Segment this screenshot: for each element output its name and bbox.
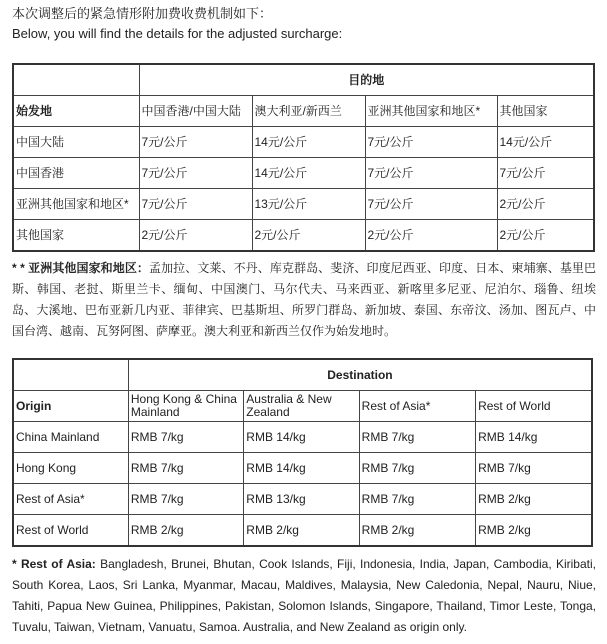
- surcharge-table-cn: [12, 63, 595, 252]
- column-header: Rest of World: [476, 391, 592, 422]
- rate-cell: 2元/公斤: [252, 220, 365, 252]
- rate-cell: RMB 14/kg: [244, 453, 359, 484]
- origin-cell: Rest of Asia*: [13, 484, 128, 515]
- rate-cell: RMB 13/kg: [244, 484, 359, 515]
- rate-cell: RMB 2/kg: [244, 515, 359, 547]
- rate-cell: 14元/公斤: [252, 158, 365, 189]
- rate-cell: 14元/公斤: [252, 127, 365, 158]
- origin-cell: China Mainland: [13, 422, 128, 453]
- surcharge-table-en: [12, 358, 593, 547]
- rate-cell: RMB 2/kg: [476, 484, 592, 515]
- column-header: 其他国家: [497, 96, 594, 127]
- rate-cell: 14元/公斤: [497, 127, 594, 158]
- rate-cell: RMB 14/kg: [476, 422, 592, 453]
- origin-cell: Rest of World: [13, 515, 128, 547]
- column-header: 澳大利亚/新西兰: [252, 96, 365, 127]
- origin-header: 始发地: [13, 96, 139, 127]
- footnote-label: * Rest of Asia:: [12, 557, 96, 571]
- column-header: Rest of Asia*: [359, 391, 475, 422]
- rate-cell: RMB 7/kg: [359, 484, 475, 515]
- rate-cell: RMB 14/kg: [244, 422, 359, 453]
- rate-cell: RMB 7/kg: [128, 422, 243, 453]
- column-header: 中国香港/中国大陆: [139, 96, 252, 127]
- table-row: [13, 515, 592, 547]
- origin-cell: 中国香港: [13, 158, 139, 189]
- destination-header: 目的地: [139, 64, 594, 96]
- table-corner: [13, 359, 128, 391]
- table-row: [13, 158, 594, 189]
- footnote-cn: [12, 258, 596, 342]
- rate-cell: 7元/公斤: [497, 158, 594, 189]
- table-row: [13, 220, 594, 252]
- rate-cell: 2元/公斤: [497, 189, 594, 220]
- rate-cell: 7元/公斤: [365, 189, 497, 220]
- footnote-label: * * 亚洲其他国家和地区：: [12, 261, 150, 275]
- origin-cell: 中国大陆: [13, 127, 139, 158]
- rate-cell: 2元/公斤: [497, 220, 594, 252]
- origin-cell: 亚洲其他国家和地区*: [13, 189, 139, 220]
- footnote-text: Bangladesh, Brunei, Bhutan, Cook Islands, Fiji, Indonesia, India, Japan, Cambodia, Kiribati, South Korea, Laos, Sri Lanka, Myanmar, Macau, Maldives, Malaysia, New Caledonia, Nepal, Nauru, Niue, Tahiti, Papua New Guinea, Philippines, Pakistan, Solomon Islands, Singapore, Thailand, Timor Leste, Tonga, Tuvalu, Taiwan, Vietnam, Vanuatu, Samoa. Australia, and New Zealand as origin only.: [12, 557, 596, 634]
- intro-line-en: Below, you will find the details for the adjusted surcharge:: [12, 26, 343, 41]
- rate-cell: 2元/公斤: [365, 220, 497, 252]
- rate-cell: RMB 2/kg: [128, 515, 243, 547]
- table-row: [13, 453, 592, 484]
- column-header: 亚洲其他国家和地区*: [365, 96, 497, 127]
- origin-cell: 其他国家: [13, 220, 139, 252]
- rate-cell: 2元/公斤: [139, 220, 252, 252]
- intro-line-cn: 本次调整后的紧急情形附加费收费机制如下：: [12, 6, 273, 21]
- destination-header: Destination: [128, 359, 592, 391]
- rate-cell: 13元/公斤: [252, 189, 365, 220]
- rate-cell: RMB 7/kg: [128, 453, 243, 484]
- column-header: Hong Kong & China Mainland: [128, 391, 243, 422]
- table-row: [13, 127, 594, 158]
- footnote-en: [12, 554, 596, 638]
- rate-cell: 7元/公斤: [139, 189, 252, 220]
- table-row: [13, 189, 594, 220]
- rate-cell: 7元/公斤: [139, 158, 252, 189]
- rate-cell: RMB 7/kg: [359, 422, 475, 453]
- table-row: [13, 484, 592, 515]
- table-corner: [13, 64, 139, 96]
- rate-cell: RMB 7/kg: [359, 453, 475, 484]
- origin-cell: Hong Kong: [13, 453, 128, 484]
- table-row: [13, 422, 592, 453]
- rate-cell: 7元/公斤: [139, 127, 252, 158]
- rate-cell: RMB 7/kg: [476, 453, 592, 484]
- intro: [12, 4, 342, 44]
- rate-cell: RMB 2/kg: [359, 515, 475, 547]
- rate-cell: RMB 2/kg: [476, 515, 592, 547]
- rate-cell: 7元/公斤: [365, 158, 497, 189]
- rate-cell: RMB 7/kg: [128, 484, 243, 515]
- origin-header: Origin: [13, 391, 128, 422]
- footnote-text: 孟加拉、文莱、不丹、库克群岛、斐济、印度尼西亚、印度、日本、柬埔寨、基里巴斯、韩国、老挝、斯里兰卡、缅甸、中国澳门、马尔代夫、马来西亚、新喀里多尼亚、尼泊尔、瑙鲁、纽埃岛、大溪地、巴布亚新几内亚、菲律宾、巴基斯坦、所罗门群岛、新加坡、泰国、东帝汶、汤加、图瓦卢、中国台湾、越南、瓦努阿图、萨摩亚。澳大利亚和新西兰仅作为始发地时。: [12, 261, 596, 338]
- column-header: Australia & New Zealand: [244, 391, 359, 422]
- rate-cell: 7元/公斤: [365, 127, 497, 158]
